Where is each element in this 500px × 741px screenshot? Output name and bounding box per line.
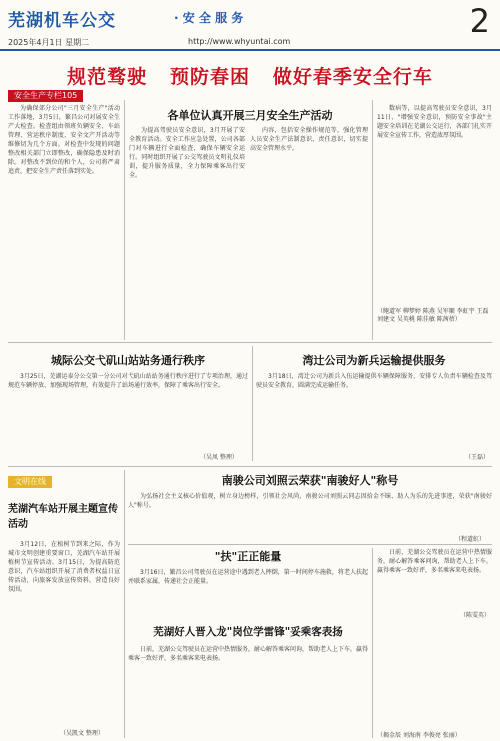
column-divider (124, 100, 125, 340)
article-column: 数病等，以提高驾驶员安全意识，3月11日，"增强安全意识，预防安全事故"主题安全培训在芜湖公交运行，各部门扎实开展安全宣传工作，营造浓厚氛围。 (377, 105, 492, 139)
masthead (0, 0, 500, 50)
civility-label: 文明在线 (8, 476, 52, 488)
section-divider (128, 544, 492, 545)
section-divider (8, 342, 492, 343)
article-column: 为确保郊分公司"三月安全生产"活动工作落地，3月5日，繁昌公司对展安全生产大检查。检查组由领班负辆安全、车站管理、营运秩序制度、安全文产开活动等维修切为几个方面。对检查中发现的问题整改相关部门立即整改，确保隐患及时消除。对整改不到位的和个人，公司将严肃追责，把安全生产责任落到实处。 (8, 105, 120, 175)
article-byline: （吴凯文 整理） (60, 730, 104, 737)
website-url[interactable]: http://www.whyuntai.com (188, 37, 291, 46)
article-byline: （吴凤 整理） (200, 454, 238, 461)
column-divider (372, 100, 373, 340)
headline-separator-icon (258, 66, 266, 88)
article-body: 日前，芜湖公交驾驶员在运营中热情服务，耐心解答乘客问询，帮助老人上下车，赢得乘客一致好评，多名乘客来电表扬。 (377, 549, 492, 574)
section-name: · 安 全 服 务 (174, 11, 244, 25)
article-byline: （揭金辰 刘海南 李俊亮 张丽） (377, 732, 461, 739)
article-body: 3月18日，湾辻公司为新兵入伍运输提供车辆保障服务，安排专人负责车辆检查及驾驶员安全教育，圆满完成运输任务。 (256, 373, 492, 389)
article-title: 城际公交弋矶山站站务通行秩序 (51, 354, 205, 367)
article-column: 为提高驾驶员安全意识，3月开展了安全教育活动。安全工作应急处置，公司各部门对车辆进行全面检查，确保车辆安全运行。同时组织开展了公交驾驶员文明礼仪培训，提升服务质量，全力保障乘客出行安全。 (129, 127, 245, 179)
safety-month-label: 安全生产专栏105 (8, 90, 83, 102)
article-byline: （陈雯英） (460, 612, 491, 619)
page-headline (0, 62, 500, 89)
page-number: 2 (469, 2, 490, 40)
issue-date: 2025年4月1日 星期二 (8, 38, 90, 47)
column-divider (124, 470, 125, 738)
section-divider (8, 466, 492, 467)
article-title: 南骏公司刘照云荣获"南骏好人"称号 (221, 474, 399, 487)
article-body: 为弘扬社会主义核心价值观，树立身边榜样，引领社会风尚，南骏公司刘照云同志因拾金不昧、助人为乐的先进事迹，荣获"南骏好人"称号。 (128, 493, 492, 509)
article-title: 芜湖汽车站开展主题宣传活动 (8, 504, 118, 530)
article-body: 日前，芜湖公交驾驶员在运营中热情服务，耐心解答乘客问询，帮助老人上下车，赢得乘客一致好评，多名乘客来电表扬。 (128, 646, 368, 662)
headline-separator-icon (155, 66, 163, 88)
column-divider (252, 346, 253, 461)
article-title: "扶"正正能量 (214, 550, 282, 563)
article-title: 各单位认真开展三月安全生产活动 (167, 109, 333, 122)
headline-part-3: 做好春季安全行车 (272, 66, 433, 88)
article-body: 3月25日，芜湖运泰分公交第一分公司对弋矶山站站务通行秩序进行了专项治理，通过规范车辆停放、加强现场管理，有效提升了站场通行效率，保障了乘客出行安全。 (8, 373, 248, 389)
article-byline: （程道虹） (455, 536, 486, 543)
article-body: 3月16日，繁昌公司驾驶员在运营途中遇到老人摔倒，第一时间停车施救，将老人扶起并联系家属，传递社会正能量。 (128, 569, 368, 585)
newspaper-logo: 芜湖机车公交 (8, 11, 116, 31)
article-byline: （鲍道军 柳梦婷 陈燕 吴军顺 李虹宇 王磊 刘建文 吴英桃 陈佳敏 陈茜蓓） (377, 308, 489, 323)
headline-part-2: 预防春困 (169, 66, 250, 88)
column-divider (372, 548, 373, 738)
headline-part-1: 规范骛驶 (67, 66, 148, 88)
masthead-rule (0, 49, 500, 51)
article-byline: （王磊） (465, 454, 490, 461)
article-column: 内容，包括安全操作规范等，强化管理人员安全生产法制意识，责任意识，切实提高安全管理水平。 (250, 127, 368, 152)
article-title: 湾辻公司为新兵运输提供服务 (302, 354, 446, 367)
article-title: 芜湖好人晋入龙"岗位学雷锋"妥乘客表扬 (153, 626, 343, 638)
article-body: 3月12日，在植树节到来之际，作为城市文明创建重要窗口，芜湖汽车站开展植树节宣传活动。3月15日，为提高防范意识，汽车站组织开展了消费者权益日宣传活动，向旅客发放宣传资料，营造良好氛围。 (8, 541, 120, 593)
